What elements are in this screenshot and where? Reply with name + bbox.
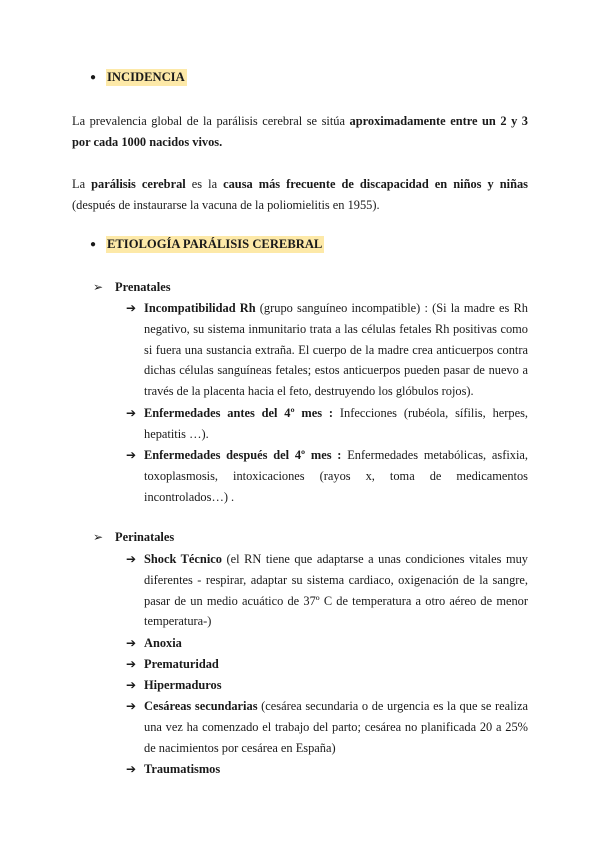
arrow-right-icon: ➔ xyxy=(126,657,137,671)
paragraph-causa xyxy=(72,174,528,216)
arrow-right-icon: ➔ xyxy=(126,301,137,315)
item-title: Enfermedades después del 4º mes : xyxy=(144,448,342,462)
bold-run: parálisis cerebral xyxy=(91,177,186,191)
heading-text: INCIDENCIA xyxy=(107,70,185,84)
item-title: Hipermaduros xyxy=(144,678,222,692)
bold-run: causa más frecuente de discapacidad en niños y niñas xyxy=(223,177,528,191)
item-title: Shock Técnico xyxy=(144,552,222,566)
list-item xyxy=(126,654,528,675)
heading-text: ETIOLOGÍA PARÁLISIS CEREBRAL xyxy=(107,237,323,251)
subsection-label: Perinatales xyxy=(115,530,175,544)
item-text: Enfermedades metabólicas, asfixia, toxoplasmosis, intoxicaciones (rayos x, toma de medicamentos incontrolados…) . xyxy=(144,448,528,504)
text-run: (después de instaurarse la vacuna de la poliomielitis en 1955). xyxy=(72,198,380,212)
subsection-prenatales xyxy=(93,280,171,295)
list-item xyxy=(126,696,528,758)
arrow-bullet-icon: ➢ xyxy=(93,280,104,294)
list-item xyxy=(126,675,528,696)
item-title: Enfermedades antes del 4º mes : xyxy=(144,406,334,420)
text-run: La prevalencia global de la parálisis cerebral se sitúa xyxy=(72,114,350,128)
text-run: es la xyxy=(185,177,224,191)
item-title: Incompatibilidad Rh xyxy=(144,301,256,315)
list-item xyxy=(126,298,528,402)
arrow-right-icon: ➔ xyxy=(126,762,137,776)
subsection-label: Prenatales xyxy=(115,280,171,294)
bullet-icon: ● xyxy=(90,72,97,83)
arrow-right-icon: ➔ xyxy=(126,448,137,462)
section-heading-incidencia xyxy=(90,70,187,85)
arrow-right-icon: ➔ xyxy=(126,699,137,713)
arrow-bullet-icon: ➢ xyxy=(93,530,104,544)
subsection-perinatales xyxy=(93,530,174,545)
list-item xyxy=(126,759,528,780)
bold-run: aproximadamente entre un 2 y 3 por cada 1000 nacidos vivos. xyxy=(72,114,528,149)
item-text: (grupo sanguíneo incompatible) : (Si la madre es Rh negativo, su sistema inmunitario trata a las células fetales Rh positivas como si fuera una sustancia extraña. El cuerpo de la madre crea anticuerpos contra dichas células sanguíneas fetales; estos anticuerpos pueden pasar de nuevo a través de la placenta hacia el feto, destruyendo los glóbulos rojos). xyxy=(144,301,528,399)
item-text: (cesárea secundaria o de urgencia es la que se realiza una vez ha comenzado el trabajo del parto; cesárea no planificada 20 a 25% de nacimientos por cesárea en España) xyxy=(144,699,529,755)
list-item xyxy=(126,445,528,507)
item-title: Traumatismos xyxy=(144,762,221,776)
arrow-right-icon: ➔ xyxy=(126,636,137,650)
list-item xyxy=(126,633,528,654)
list-item xyxy=(126,403,528,445)
item-text: Infecciones (rubéola, sífilis, herpes, hepatitis …). xyxy=(144,406,528,441)
arrow-right-icon: ➔ xyxy=(126,678,137,692)
arrow-right-icon: ➔ xyxy=(126,552,137,566)
paragraph-prevalencia xyxy=(72,111,528,153)
item-title: Anoxia xyxy=(144,636,182,650)
text-run: La xyxy=(72,177,92,191)
list-item xyxy=(126,549,528,632)
item-text: (el RN tiene que adaptarse a unas condiciones vitales muy diferentes - respirar, adaptar su sistema cardiaco, oxigenación de la sangre, pasar de un medio acuático de 37º C de temperatura a otro aéreo de menor temperatura-) xyxy=(144,552,528,629)
bullet-icon: ● xyxy=(90,239,97,250)
item-title: Prematuridad xyxy=(144,657,219,671)
section-heading-etiologia xyxy=(90,237,324,252)
item-title: Cesáreas secundarias xyxy=(144,699,258,713)
arrow-right-icon: ➔ xyxy=(126,406,137,420)
